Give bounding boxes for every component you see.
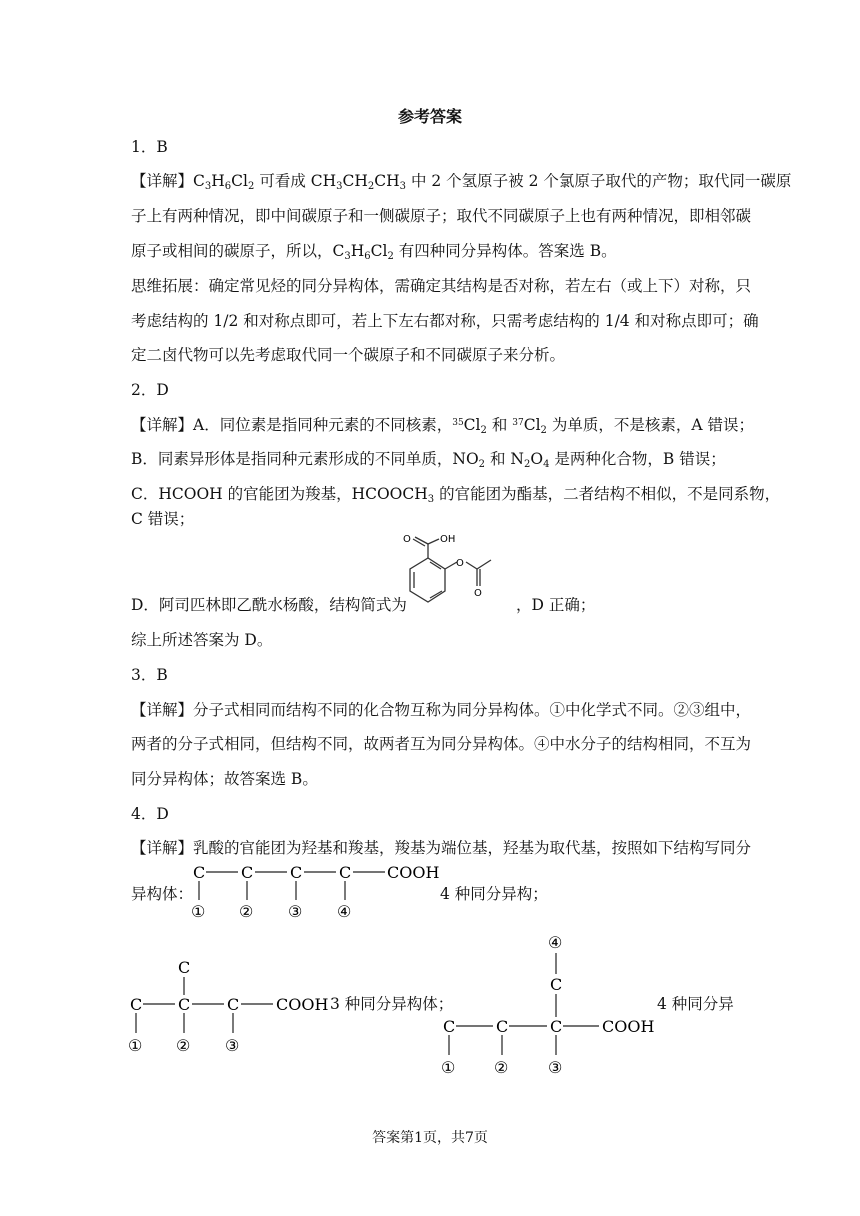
position-1: ① [128, 1036, 143, 1055]
q4-structure2-caption: 3 种同分异构体； [330, 995, 454, 1013]
q1-extension-line3: 定二卤代物可以先考虑取代同一个碳原子和不同碳原子来分析。 [131, 346, 566, 364]
atom-cooh: COOH [387, 863, 440, 882]
q3-detail-line3: 同分异构体；故答案选 B。 [131, 770, 318, 788]
aspirin-label-o3: O [474, 588, 482, 599]
aspirin-label-o: O [403, 534, 411, 545]
atom-c: C [290, 863, 303, 882]
position-3: ③ [548, 1058, 563, 1077]
position-4: ④ [548, 933, 563, 952]
q2-answer: 2．D [131, 381, 169, 399]
carbon-chain-structure-3 [438, 928, 668, 1078]
q2-option-b: B．同素异形体是指同种元素形成的不同单质，$NO_2$ 和 $N_2O_4$ 是两种化合物，B 错误； [131, 450, 726, 470]
atom-c: C [550, 975, 563, 994]
q2-option-c: C．HCOOH 的官能团为羧基，$HCOOCH_3$ 的官能团为酯基，二者结构不相似，不是同系物， [131, 485, 781, 505]
atom-c: C [496, 1017, 509, 1036]
q4-detail-line1: 【详解】乳酸的官能团为羟基和羧基，羧基为端位基，羟基为取代基，按照如下结构写同分 [131, 839, 752, 857]
atom-c: C [241, 863, 254, 882]
atom-c: C [227, 995, 240, 1014]
carbon-chain-structure-1 [188, 860, 438, 922]
atom-cooh: COOH [602, 1017, 655, 1036]
position-2: ② [239, 902, 254, 921]
atom-c: C [178, 995, 191, 1014]
atom-c: C [178, 958, 191, 977]
q4-structure1-caption: 4 种同分异构； [440, 885, 548, 903]
detail-tag: 【详解】 [131, 701, 194, 719]
q2-option-c-tail: C 错误； [131, 510, 195, 528]
position-1: ① [441, 1058, 456, 1077]
aspirin-label-oh: OH [440, 534, 456, 545]
q2-option-d-text: D．阿司匹林即乙酰水杨酸，结构简式为 [131, 596, 407, 614]
position-2: ② [494, 1058, 509, 1077]
atom-c: C [193, 863, 206, 882]
q1-detail-line1: 【详解】$C_3H_6Cl_2$ 可看成 $CH_3CH_2CH_3$ 中 2 个氢原子被 2 个氯原子取代的产物；取代同一碳原 [131, 172, 792, 192]
atom-c: C [550, 1017, 563, 1036]
atom-c: C [339, 863, 352, 882]
q1-extension-line2: 考虑结构的 1/2 和对称点即可，若上下左右都对称，只需考虑结构的 1/4 和对称点即可；确 [131, 312, 759, 330]
atom-cooh: COOH [276, 995, 329, 1014]
detail-tag: 【详解】 [131, 416, 194, 434]
q3-detail-line2: 两者的分子式相同，但结构不同，故两者互为同分异构体。④中水分子的结构相同，不互为 [131, 735, 752, 753]
q4-structure3-caption: 4 种同分异 [657, 995, 734, 1013]
position-3: ③ [225, 1036, 240, 1055]
atom-c: C [443, 1017, 456, 1036]
atom-c: C [130, 995, 143, 1014]
q1-detail-line2: 子上有两种情况，即中间碳原子和一侧碳原子；取代不同碳原子上也有两种情况，即相邻碳 [131, 207, 752, 225]
detail-tag: 【详解】 [131, 172, 194, 190]
position-2: ② [176, 1036, 191, 1055]
q4-detail-line2: 异构体： [131, 885, 194, 903]
q3-detail-line1: 【详解】分子式相同而结构不同的化合物互称为同分异构体。①中化学式不同。②③组中， [131, 701, 752, 719]
q2-option-d-tail: ，D 正确； [516, 596, 596, 614]
q1-answer: 1．B [131, 138, 168, 156]
q1-extension-line1: 思维拓展：确定常见烃的同分异构体，需确定其结构是否对称，若左右（或上下）对称，只 [131, 277, 752, 295]
aspirin-structure [395, 536, 515, 616]
q4-answer: 4．D [131, 805, 169, 823]
position-1: ① [191, 902, 206, 921]
carbon-chain-structure-2 [125, 955, 355, 1057]
q3-answer: 3．B [131, 666, 168, 684]
page-footer: 答案第1页，共7页 [372, 1130, 488, 1146]
position-4: ④ [337, 902, 352, 921]
q1-detail-line3: 原子或相间的碳原子，所以，$C_3H_6Cl_2$ 有四种同分异构体。答案选 B。 [131, 242, 617, 262]
page-title: 参考答案 [397, 107, 462, 126]
position-3: ③ [288, 902, 303, 921]
aspirin-label-o2: O [456, 558, 464, 569]
detail-tag: 【详解】 [131, 839, 194, 857]
q2-summary: 综上所述答案为 D。 [131, 631, 273, 649]
q2-option-a: 【详解】A．同位素是指同种元素的不同核素，$^{35}Cl_2$ 和 $^{37}Cl_2$ 为单质，不是核素，A 错误； [131, 416, 754, 436]
